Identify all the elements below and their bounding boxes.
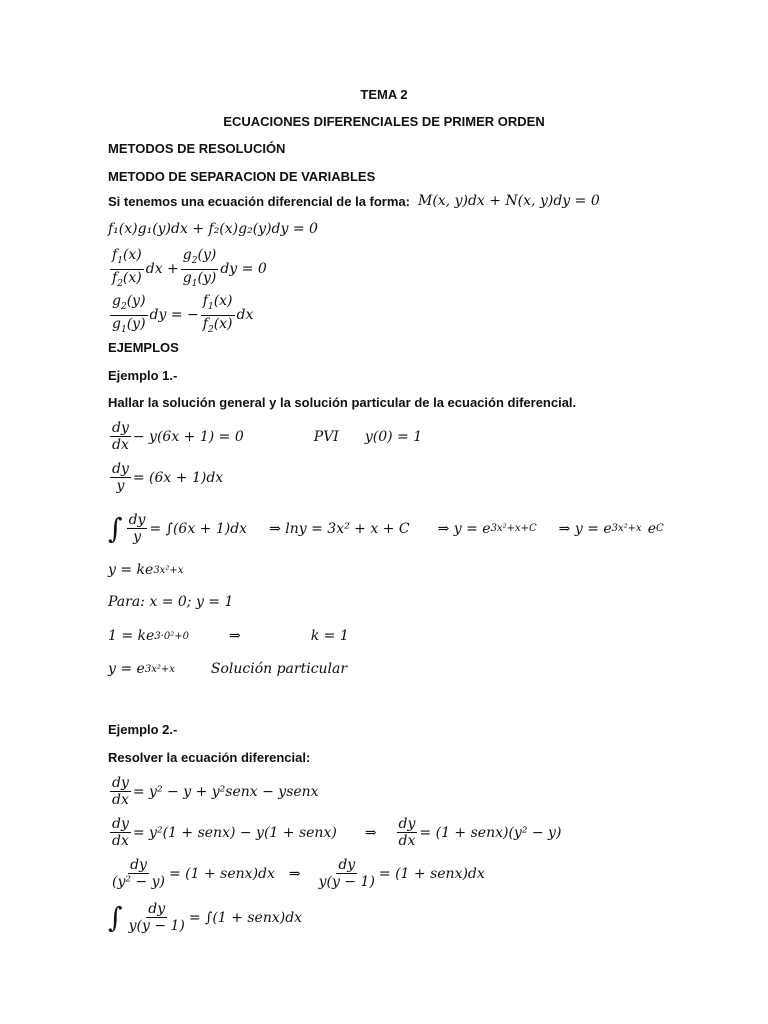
pvi-label: PVI bbox=[313, 428, 339, 445]
ejemplo-2-text: Resolver la ecuación diferencial: bbox=[108, 750, 311, 765]
ex2-factored: $\frac{dy}{dx}$ = y²(1 + senx) − y(1 + senx) ⇒ $\frac{dy}{dx}$ = (1 + senx)(y² − y) bbox=[112, 816, 562, 849]
ejemplo-2-heading: Ejemplo 2.- bbox=[108, 722, 178, 737]
section-metodos: METODOS DE RESOLUCIÓN bbox=[108, 141, 286, 156]
ex1-particular-solution: y = e 3x²+x Solución particular bbox=[108, 661, 348, 677]
ex1-general-solution: y = ke 3x²+x bbox=[108, 562, 184, 578]
ex1-separated: $\frac{dy}{y}$ = (6x + 1)dx bbox=[112, 461, 224, 494]
page-title: ECUACIONES DIFERENCIALES DE PRIMER ORDEN bbox=[223, 114, 545, 129]
ex2-equation: $\frac{dy}{dx}$ = y² − y + y²senx − ysenx bbox=[112, 775, 319, 808]
ex2-integral: ∫ $\frac{dy}{y(y - 1)}$ = ∫(1 + senx)dx bbox=[108, 900, 303, 934]
eq-product-form: f₁(x)g₁(y)dx + f₂(x)g₂(y)dy = 0 bbox=[108, 221, 318, 237]
section-separacion: METODO DE SEPARACION DE VARIABLES bbox=[108, 169, 376, 184]
general-form-eq: M(x, y)dx + N(x, y)dy = 0 bbox=[417, 193, 600, 209]
ejemplo-1-heading: Ejemplo 1.- bbox=[108, 368, 178, 383]
ex1-para: Para: x = 0; y = 1 bbox=[108, 594, 234, 610]
particular-label: Solución particular bbox=[210, 661, 348, 677]
ex1-integral: ∫ $\frac{dy}{y}$ = ∫(6x + 1)dx ⇒ lny = 3x² + x + C ⇒ y = e 3x²+x+C ⇒ y = e 3x²+x e C bbox=[108, 511, 664, 545]
ejemplo-1-text: Hallar la solución general y la solución particular de la ecuación diferencial. bbox=[108, 395, 577, 410]
intro-text: Si tenemos una ecuación diferencial de la forma: bbox=[108, 193, 410, 209]
ex1-equation: $\frac{dy}{dx}$ − y(6x + 1) = 0 PVI y(0) = 1 bbox=[112, 420, 423, 453]
pvi-condition: y(0) = 1 bbox=[364, 428, 423, 445]
section-ejemplos: EJEMPLOS bbox=[108, 340, 179, 355]
ex2-separated: $\frac{dy}{\text{(y² − y)}}$ = (1 + senx)dx ⇒ $\frac{dy}{y(y - 1)}$ = (1 + senx)dx bbox=[112, 857, 485, 890]
ex1-k-value: 1 = ke 3·0²+0 ⇒ k = 1 bbox=[108, 628, 349, 644]
eq-separated-1: $\frac{f_1(x)}{f_2(x)}$ dx + $\frac{g_2(y)}{g_1(y)}$ dy = 0 bbox=[112, 247, 267, 289]
eq-separated-2: $\frac{g_2(y)}{g_1(y)}$ dy = − $\frac{f_1(x)}{f_2(x)}$ dx bbox=[112, 293, 254, 335]
intro-line bbox=[108, 193, 600, 209]
tema-heading: TEMA 2 bbox=[360, 87, 408, 102]
